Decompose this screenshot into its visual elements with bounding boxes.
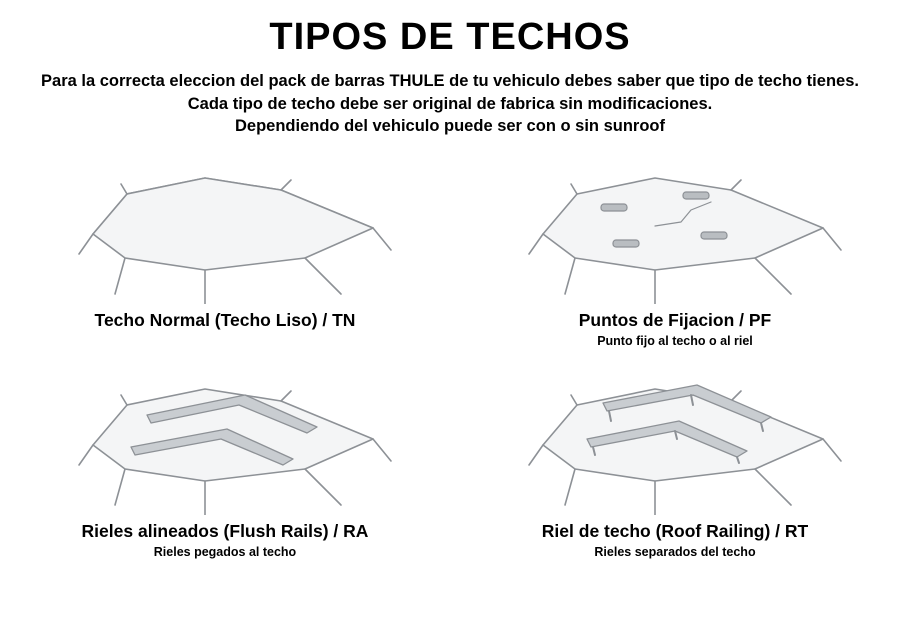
intro-text bbox=[0, 70, 900, 138]
car-roof-plain-icon bbox=[55, 154, 395, 304]
car-roof-railing-icon bbox=[505, 365, 845, 515]
roof-type-card-riel-de-techo bbox=[450, 365, 900, 578]
roof-type-title: Puntos de Fijacion / PF bbox=[578, 310, 772, 331]
roof-type-card-puntos-fijacion bbox=[450, 152, 900, 365]
roof-type-card-rieles-alineados bbox=[0, 365, 450, 578]
roof-type-subtitle: Rieles pegados al techo bbox=[153, 544, 297, 559]
page-title: TIPOS DE TECHOS bbox=[269, 16, 631, 58]
roof-type-title: Techo Normal (Techo Liso) / TN bbox=[94, 310, 356, 331]
car-roof-fixpoint-icon bbox=[505, 154, 845, 304]
roof-type-subtitle: Rieles separados del techo bbox=[594, 544, 756, 559]
roof-type-grid bbox=[0, 152, 900, 577]
roof-type-subtitle: Punto fijo al techo o al riel bbox=[597, 334, 753, 349]
intro-line-2: Cada tipo de techo debe ser original de fabrica sin modificaciones. bbox=[187, 94, 713, 113]
roof-type-title: Riel de techo (Roof Railing) / RT bbox=[541, 520, 809, 541]
intro-line-3: Dependiendo del vehiculo puede ser con o sin sunroof bbox=[235, 117, 665, 136]
car-roof-flushrail-icon bbox=[55, 365, 395, 515]
intro-line-1: Para la correcta eleccion del pack de barras THULE de tu vehiculo debes saber que tipo de techo tienes. bbox=[41, 71, 859, 90]
tipos-de-techos-infographic bbox=[0, 18, 900, 618]
roof-type-card-techo-normal bbox=[0, 152, 450, 365]
roof-type-title: Rieles alineados (Flush Rails) / RA bbox=[81, 520, 369, 541]
